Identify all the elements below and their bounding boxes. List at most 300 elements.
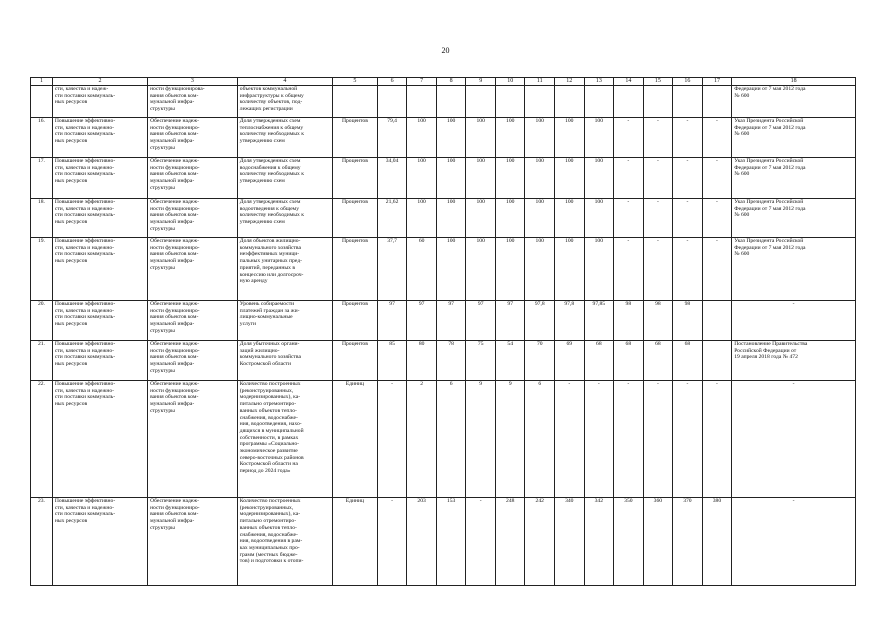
task-cell	[148, 341, 238, 381]
value-cell	[584, 238, 614, 301]
value-cell	[495, 118, 525, 158]
value-cell-text: 6	[538, 381, 542, 387]
table-row	[31, 238, 856, 301]
unit-cell	[332, 118, 377, 158]
value-cell	[673, 498, 703, 586]
value-cell	[466, 498, 496, 586]
value-cell-text: 97,85	[592, 301, 606, 307]
unit-cell	[332, 381, 377, 498]
value-cell-text: -	[686, 199, 689, 205]
value-cell-text: 98	[655, 301, 661, 307]
value-cell-text: -	[597, 381, 600, 387]
indicator-cell	[237, 301, 332, 341]
value-cell	[407, 301, 437, 341]
unit-cell-text: Процентов	[341, 341, 368, 347]
value-cell	[555, 199, 585, 238]
indicator-cell-text: Количество построенных (реконструированных, модернизированных), ка- питально отремонтиро- ванных объектов тепло- снабжения, водоснабже- ния, водоотведения в рам- ках муниципальных про- грамм (местных бюдже- тов) и подготовки к отопи-	[239, 498, 304, 565]
row-number-cell	[31, 238, 53, 301]
value-cell	[525, 381, 555, 498]
header-cell: 13	[584, 78, 614, 86]
value-cell	[407, 86, 437, 118]
value-cell	[377, 238, 407, 301]
value-cell-text: 68	[655, 341, 661, 347]
value-cell	[673, 86, 703, 118]
value-cell-text: 97,8	[564, 301, 575, 307]
value-cell	[525, 238, 555, 301]
value-cell	[643, 158, 673, 199]
header-cell: 1	[31, 78, 53, 86]
value-cell	[495, 301, 525, 341]
row-number-cell-text: 18.	[37, 199, 45, 205]
value-cell	[673, 238, 703, 301]
value-cell-text: 100	[506, 118, 515, 124]
value-cell-text: 9	[508, 381, 512, 387]
value-cell-text: 100	[594, 199, 603, 205]
goal-cell-text: сти, качества и надеж- сти поставки коммуналь- ных ресурсов	[54, 86, 116, 106]
task-cell	[148, 238, 238, 301]
header-cell: 10	[495, 78, 525, 86]
basis-cell-text: -	[792, 498, 795, 504]
task-cell	[148, 118, 238, 158]
goal-cell	[52, 381, 147, 498]
value-cell	[407, 199, 437, 238]
value-cell	[555, 238, 585, 301]
value-cell	[702, 341, 732, 381]
task-cell-text: Обеспечение надеж- ности функциониро- вания объектов ком- мунальной инфра- структуры	[150, 301, 200, 334]
value-cell-text: -	[391, 498, 394, 504]
goal-cell-text: Повышение эффективно- сти, качества и надежно- сти поставки коммуналь- ных ресурсов	[54, 238, 116, 265]
value-cell	[614, 118, 644, 158]
header-cell: 18	[732, 78, 856, 86]
value-cell-text: -	[627, 381, 630, 387]
value-cell	[702, 86, 732, 118]
value-cell	[436, 86, 466, 118]
row-number-cell	[31, 341, 53, 381]
value-cell	[702, 301, 732, 341]
value-cell-text: 97	[507, 301, 514, 307]
header-cell: 15	[643, 78, 673, 86]
header-cell: 4	[237, 78, 332, 86]
task-cell-text: Обеспечение надеж- ности функциониро- вания объектов ком- мунальной инфра- структуры	[150, 498, 200, 531]
value-cell	[495, 238, 525, 301]
value-cell	[466, 238, 496, 301]
value-cell	[495, 199, 525, 238]
indicators-table	[30, 77, 856, 586]
value-cell-text: 100	[446, 238, 456, 244]
value-cell-text: 6	[449, 381, 453, 387]
indicator-cell-text: Доля объектов жилищно- коммунального хозяйства неэффективных муници- пальных унитарных пред- приятий, переданных в концессию или долгосроч- ную аренду	[239, 238, 304, 285]
value-cell-text: 100	[417, 158, 426, 164]
value-cell	[702, 381, 732, 498]
value-cell	[525, 118, 555, 158]
basis-cell-text: Постановление Правительства Российской Федерации от 19 апреля 2018 года № 472	[734, 341, 808, 361]
value-cell	[407, 118, 437, 158]
value-cell-text: -	[716, 118, 718, 124]
goal-cell-text: Повышение эффективно- сти, качества и надежно- сти поставки коммуналь- ных ресурсов	[54, 301, 116, 328]
value-cell-text: 2	[420, 381, 424, 387]
value-cell-text: 100	[476, 158, 485, 164]
indicator-cell-text: Доля утвержденных схем теплоснабжения к общему количеству необходимых к утверждению схем	[239, 118, 304, 145]
header-cell: 2	[52, 78, 147, 86]
value-cell	[525, 301, 555, 341]
value-cell	[555, 158, 585, 199]
basis-cell	[732, 238, 856, 301]
goal-cell-text: Повышение эффективно- сти, качества и надежно- сти поставки коммуналь- ных ресурсов	[54, 498, 116, 525]
value-cell-text: -	[656, 158, 659, 164]
unit-cell-text: Процентов	[341, 238, 368, 244]
indicator-cell	[237, 199, 332, 238]
value-cell-text: 340	[565, 498, 574, 504]
goal-cell-text: Повышение эффективно- сти, качества и надежно- сти поставки коммуналь- ных ресурсов	[54, 158, 116, 185]
value-cell-text: 242	[535, 498, 544, 504]
goal-cell	[52, 199, 147, 238]
value-cell	[555, 86, 585, 118]
value-cell-text: -	[627, 238, 630, 244]
indicator-cell-text: Доля утвержденных схем водоснабжения к общему количеству необходимых к утверждению схем	[239, 158, 304, 185]
value-cell-text: 100	[476, 199, 485, 205]
unit-cell-text: Процентов	[341, 158, 368, 164]
unit-cell-text: Процентов	[341, 301, 368, 307]
goal-cell	[52, 238, 147, 301]
value-cell	[643, 498, 673, 586]
value-cell	[436, 238, 466, 301]
goal-cell-text: Повышение эффективно- сти, качества и надежно- сти поставки коммуналь- ных ресурсов	[54, 118, 116, 145]
value-cell-text: -	[686, 381, 689, 387]
value-cell-text: 100	[446, 118, 456, 124]
value-cell-text: 100	[565, 118, 574, 124]
value-cell-text: 68	[596, 341, 602, 347]
indicator-cell-text: объектов коммунальной инфраструктуры к общему количеству объектов, под- лежащих регистрации	[239, 86, 304, 113]
value-cell	[495, 381, 525, 498]
basis-cell-text: -	[792, 381, 795, 387]
value-cell	[673, 158, 703, 199]
value-cell-text: -	[479, 498, 482, 504]
value-cell-text: 98	[684, 301, 691, 307]
value-cell-text: 342	[594, 498, 603, 504]
value-cell	[702, 199, 732, 238]
header-cell: 5	[332, 78, 377, 86]
row-number-cell-text: 23.	[37, 498, 45, 504]
task-cell	[148, 199, 238, 238]
value-cell	[702, 238, 732, 301]
table-row	[31, 158, 856, 199]
indicator-cell-text: Количество построенных (реконструированных, модернизированных), ка- питально отремонтиро- ванных объектов тепло- снабжения, водоснабже- ния, водоотведения, нахо- дящихся в муниципальной собственности, в рамках программы «Социально- экономическое развитие северо-восточных районов Костромской области на период до 2024 года»	[239, 381, 304, 475]
value-cell	[466, 118, 496, 158]
value-cell-text: 97,8	[534, 301, 545, 307]
value-cell-text: -	[627, 199, 630, 205]
goal-cell	[52, 498, 147, 586]
task-cell-text: ности функционирова- вания объектов ком- мунальной инфра- структуры	[150, 86, 205, 113]
value-cell	[525, 341, 555, 381]
value-cell	[436, 498, 466, 586]
value-cell	[584, 158, 614, 199]
value-cell-text: 68	[684, 341, 691, 347]
task-cell-text: Обеспечение надеж- ности функциониро- вания объектов ком- мунальной инфра- структуры	[150, 118, 200, 151]
value-cell-text: -	[716, 199, 718, 205]
value-cell	[584, 199, 614, 238]
value-cell	[584, 498, 614, 586]
value-cell	[584, 301, 614, 341]
value-cell	[495, 498, 525, 586]
value-cell-text: -	[716, 158, 718, 164]
value-cell	[495, 158, 525, 199]
value-cell-text: 68	[625, 341, 632, 347]
unit-cell	[332, 199, 377, 238]
value-cell-text: 79,4	[387, 118, 397, 124]
value-cell	[555, 341, 585, 381]
table-row	[31, 341, 856, 381]
unit-cell	[332, 238, 377, 301]
value-cell	[555, 381, 585, 498]
value-cell	[584, 86, 614, 118]
value-cell-text: 203	[417, 498, 426, 504]
value-cell	[525, 86, 555, 118]
value-cell	[525, 199, 555, 238]
value-cell	[436, 301, 466, 341]
value-cell	[525, 498, 555, 586]
task-cell	[148, 381, 238, 498]
row-number-cell-text: 19.	[37, 238, 45, 244]
value-cell	[673, 381, 703, 498]
value-cell-text: 380	[712, 498, 722, 504]
value-cell	[614, 381, 644, 498]
table-row	[31, 118, 856, 158]
value-cell-text: -	[656, 199, 659, 205]
value-cell-text: 34,04	[385, 158, 399, 164]
value-cell-text: 54	[507, 341, 514, 347]
value-cell-text: 100	[476, 118, 485, 124]
value-cell	[614, 86, 644, 118]
value-cell-text: 97	[389, 301, 395, 307]
value-cell-text: -	[656, 238, 659, 244]
value-cell-text: 100	[506, 238, 515, 244]
unit-cell-text: Единиц	[345, 498, 365, 504]
goal-cell	[52, 158, 147, 199]
indicator-cell	[237, 158, 332, 199]
value-cell	[407, 238, 437, 301]
value-cell	[466, 341, 496, 381]
row-number-cell-text: 20.	[37, 301, 45, 307]
value-cell-text: -	[627, 118, 630, 124]
task-cell-text: Обеспечение надеж- ности функциониро- вания объектов ком- мунальной инфра- структуры	[150, 158, 200, 191]
task-cell-text: Обеспечение надеж- ности функциониро- вания объектов ком- мунальной инфра- структуры	[150, 381, 200, 414]
header-cell: 3	[148, 78, 238, 86]
value-cell-text: 37,7	[387, 238, 397, 244]
value-cell-text: 97	[418, 301, 425, 307]
value-cell	[584, 381, 614, 498]
indicator-cell-text: Доля убыточных органи- заций жилищно- коммунального хозяйства Костромской области	[239, 341, 301, 368]
value-cell-text: 248	[506, 498, 515, 504]
basis-cell	[732, 381, 856, 498]
value-cell-text: 100	[535, 199, 544, 205]
value-cell-text: 100	[476, 238, 485, 244]
table-row	[31, 301, 856, 341]
value-cell-text: -	[716, 381, 718, 387]
value-cell	[377, 301, 407, 341]
row-number-cell	[31, 498, 53, 586]
value-cell-text: 360	[653, 498, 663, 504]
value-cell	[702, 158, 732, 199]
basis-cell	[732, 199, 856, 238]
unit-cell-text: Единиц	[345, 381, 365, 387]
value-cell-text: 100	[506, 158, 515, 164]
value-cell-text: 100	[417, 118, 426, 124]
value-cell	[407, 341, 437, 381]
page-number: 20	[441, 46, 450, 55]
header-cell: 9	[466, 78, 496, 86]
value-cell-text: 70	[536, 341, 543, 347]
value-cell-text: 98	[625, 301, 632, 307]
value-cell	[614, 498, 644, 586]
value-cell-text: 75	[477, 341, 484, 347]
value-cell	[436, 341, 466, 381]
value-cell	[525, 158, 555, 199]
value-cell	[407, 498, 437, 586]
goal-cell-text: Повышение эффективно- сти, качества и надежно- сти поставки коммуналь- ных ресурсов	[54, 199, 116, 226]
value-cell	[614, 301, 644, 341]
value-cell-text: 9	[479, 381, 483, 387]
value-cell-text: 100	[565, 238, 574, 244]
value-cell	[614, 199, 644, 238]
value-cell	[614, 341, 644, 381]
value-cell	[407, 381, 437, 498]
table-row	[31, 381, 856, 498]
row-number-cell	[31, 86, 53, 118]
value-cell-text: 97	[448, 301, 454, 307]
value-cell-text: -	[686, 118, 689, 124]
value-cell-text: 100	[535, 158, 544, 164]
value-cell-text: 100	[594, 118, 603, 124]
task-cell-text: Обеспечение надеж- ности функциониро- вания объектов ком- мунальной инфра- структуры	[150, 199, 200, 232]
row-number-cell	[31, 158, 53, 199]
row-number-cell-text: 16.	[37, 118, 45, 124]
value-cell	[466, 301, 496, 341]
unit-cell	[332, 498, 377, 586]
value-cell	[436, 381, 466, 498]
value-cell-text: 60	[418, 238, 425, 244]
value-cell	[436, 199, 466, 238]
value-cell	[495, 341, 525, 381]
value-cell-text: 100	[506, 199, 515, 205]
goal-cell	[52, 86, 147, 118]
value-cell	[614, 238, 644, 301]
value-cell	[643, 381, 673, 498]
value-cell	[466, 86, 496, 118]
value-cell	[555, 301, 585, 341]
value-cell-text: 97	[477, 301, 484, 307]
value-cell-text: -	[716, 238, 718, 244]
value-cell	[555, 498, 585, 586]
indicator-cell	[237, 86, 332, 118]
basis-cell	[732, 86, 856, 118]
value-cell	[377, 118, 407, 158]
value-cell-text: 100	[535, 238, 544, 244]
table-row	[31, 199, 856, 238]
value-cell-text: 100	[417, 199, 426, 205]
value-cell-text: 370	[683, 498, 692, 504]
value-cell-text: -	[391, 381, 394, 387]
value-cell	[702, 118, 732, 158]
value-cell-text: 100	[594, 158, 603, 164]
value-cell	[584, 341, 614, 381]
value-cell-text: -	[686, 158, 689, 164]
value-cell-text: 100	[565, 158, 574, 164]
value-cell	[466, 199, 496, 238]
goal-cell	[52, 301, 147, 341]
value-cell-text: -	[686, 238, 689, 244]
basis-cell-text: Федерации от 7 мая 2012 года № 600	[734, 86, 806, 99]
unit-cell	[332, 301, 377, 341]
basis-cell-text: -	[792, 301, 795, 307]
unit-cell	[332, 158, 377, 199]
row-number-cell	[31, 199, 53, 238]
goal-cell-text: Повышение эффективно- сти, качества и надежно- сти поставки коммуналь- ных ресурсов	[54, 381, 116, 408]
value-cell	[643, 238, 673, 301]
value-cell-text: -	[656, 118, 659, 124]
value-cell	[702, 498, 732, 586]
row-number-cell-text: 17.	[37, 158, 45, 164]
indicator-cell	[237, 238, 332, 301]
value-cell	[436, 118, 466, 158]
goal-cell	[52, 118, 147, 158]
value-cell	[673, 301, 703, 341]
task-cell	[148, 86, 238, 118]
unit-cell-text: Процентов	[341, 199, 368, 205]
value-cell-text: 69	[566, 341, 573, 347]
value-cell	[466, 158, 496, 199]
indicator-cell	[237, 381, 332, 498]
basis-cell-text: Указ Президента Российской Федерации от 7 мая 2012 года № 600	[734, 118, 806, 138]
indicator-cell	[237, 498, 332, 586]
indicator-cell	[237, 118, 332, 158]
row-number-cell	[31, 381, 53, 498]
value-cell	[495, 86, 525, 118]
value-cell-text: 100	[565, 199, 574, 205]
value-cell-text: 100	[446, 199, 456, 205]
value-cell	[377, 86, 407, 118]
value-cell	[614, 158, 644, 199]
value-cell	[673, 118, 703, 158]
header-cell: 17	[702, 78, 732, 86]
indicator-cell	[237, 341, 332, 381]
value-cell	[643, 86, 673, 118]
value-cell-text: 80	[418, 341, 425, 347]
value-cell-text: -	[568, 381, 571, 387]
value-cell	[643, 199, 673, 238]
table-row	[31, 86, 856, 118]
value-cell	[643, 118, 673, 158]
value-cell	[377, 341, 407, 381]
basis-cell	[732, 118, 856, 158]
basis-cell	[732, 301, 856, 341]
basis-cell	[732, 498, 856, 586]
indicator-cell-text: Доля утвержденных схем водоотведения к общему количеству необходимых к утверждению схем	[239, 199, 304, 226]
unit-cell	[332, 341, 377, 381]
value-cell	[377, 381, 407, 498]
task-cell	[148, 158, 238, 199]
goal-cell-text: Повышение эффективно- сти, качества и надежно- сти поставки коммуналь- ных ресурсов	[54, 341, 116, 368]
value-cell-text: 100	[535, 118, 544, 124]
table-row	[31, 498, 856, 586]
basis-cell-text: Указ Президента Российской Федерации от 7 мая 2012 года № 600	[734, 199, 806, 219]
value-cell	[673, 199, 703, 238]
row-number-cell	[31, 301, 53, 341]
value-cell	[377, 158, 407, 199]
unit-cell-text: Процентов	[341, 118, 368, 124]
header-cell: 11	[525, 78, 555, 86]
task-cell-text: Обеспечение надеж- ности функциониро- вания объектов ком- мунальной инфра- структуры	[150, 341, 200, 374]
header-cell: 12	[555, 78, 585, 86]
